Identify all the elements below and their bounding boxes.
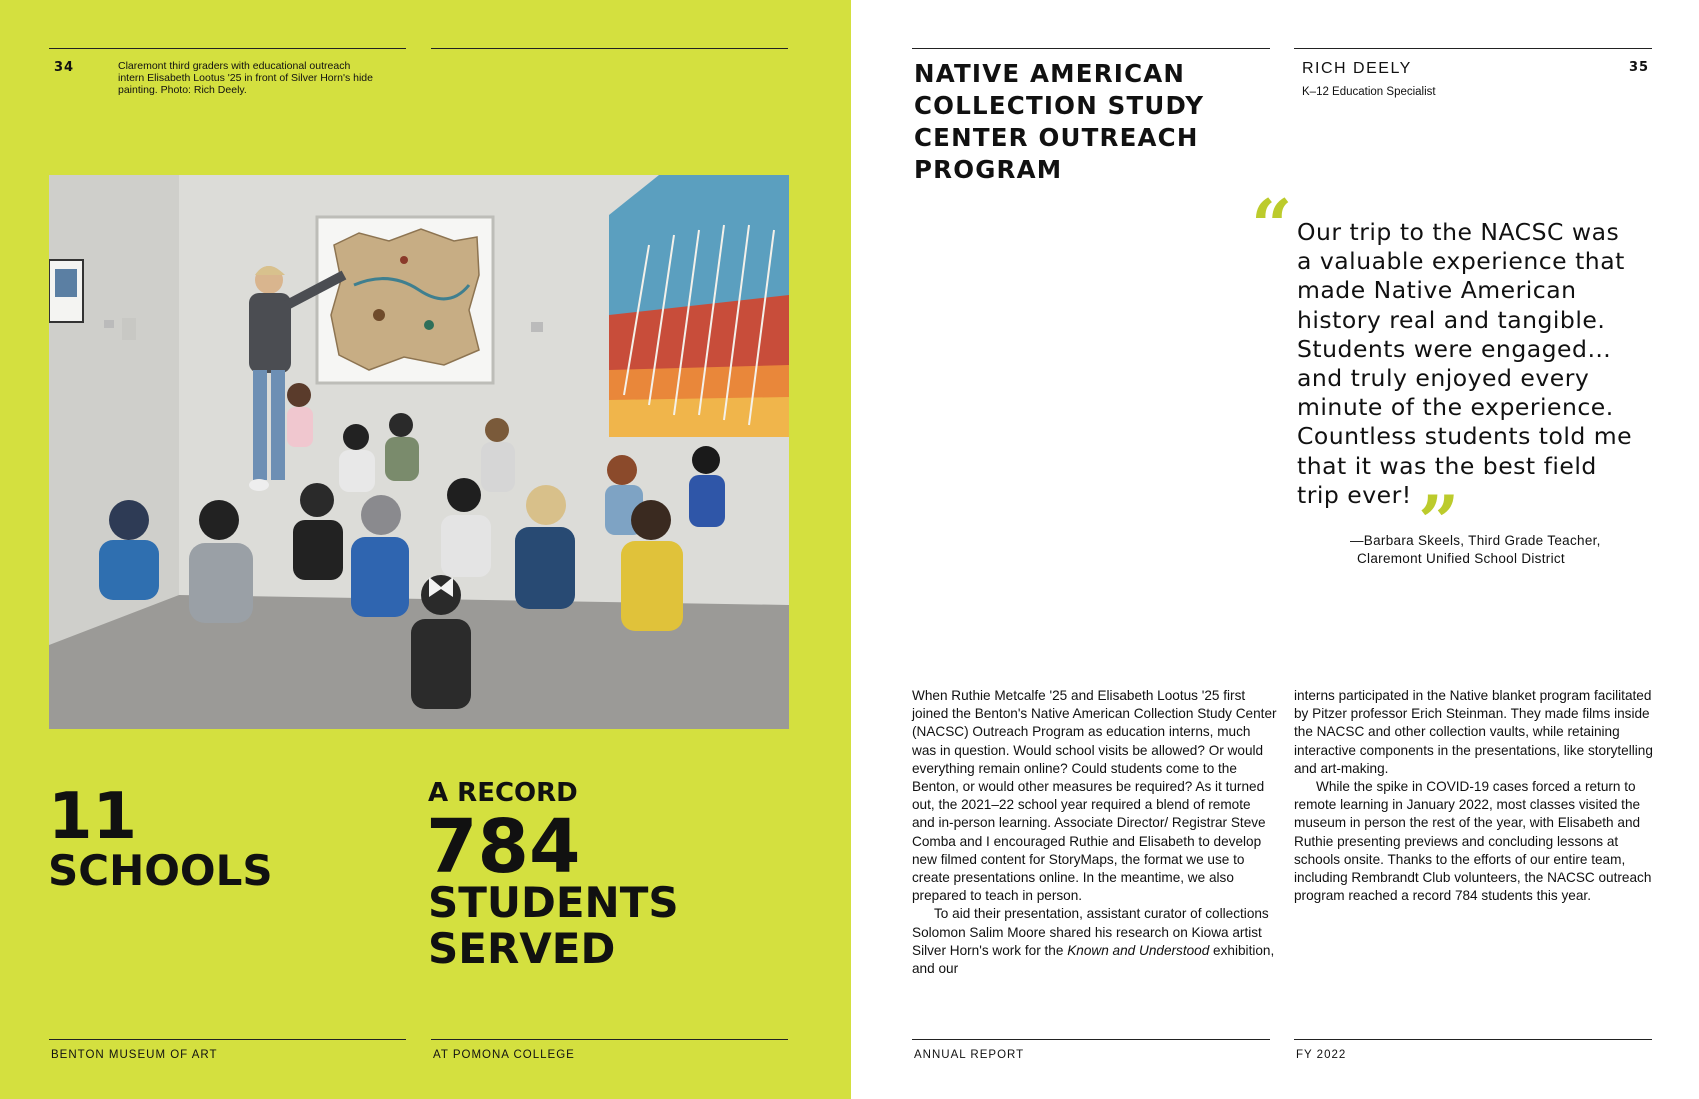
photo-caption: Claremont third graders with educational outreach intern Elisabeth Lootus '25 in front of Silver Horn's hide painting. Photo: Rich Deely. — [118, 60, 373, 96]
gallery-photo-illustration — [49, 175, 789, 729]
title-line: PROGRAM — [914, 155, 1063, 184]
gallery-photo — [49, 175, 789, 729]
title-line: CENTER OUTREACH — [914, 123, 1199, 152]
body-paragraph: While the spike in COVID-19 cases forced a return to remote learning in January 2022, most classes visited the museum in person the rest of the year, with Elisabeth and Ruthie presenting previews and concluding lessons at schools onsite. Thanks to the efforts of our entire team, including Rembrandt Club volunteers, the NACSC outreach program reached a record 784 students this year. — [1294, 779, 1652, 904]
section-title — [914, 58, 1244, 186]
quote-line: Countless students told me — [1297, 422, 1633, 451]
close-quote-mark: ” — [1418, 479, 1460, 564]
quote-line: made Native American — [1297, 276, 1577, 305]
schools-count: 11 — [48, 780, 138, 854]
top-rule-title — [912, 48, 1270, 49]
quote-line: Our trip to the NACSC was — [1297, 218, 1620, 246]
open-quote-mark: “ — [1251, 183, 1293, 268]
pull-quote — [1297, 218, 1677, 510]
title-line: NATIVE AMERICAN — [914, 59, 1186, 88]
footer-museum-name: BENTON MUSEUM OF ART — [51, 1049, 218, 1061]
quote-attribution — [1300, 532, 1680, 568]
bottom-rule-fy — [1294, 1039, 1652, 1040]
footer-college-name: AT POMONA COLLEGE — [433, 1049, 575, 1061]
body-paragraph: interns participated in the Native blanket program facilitated by Pitzer professor Erich Steinman. They made films inside the NACSC and other collection vaults, while retaining interactive components in the presentations, like storytelling and art-making. — [1294, 688, 1653, 776]
bottom-rule-right — [431, 1039, 788, 1040]
students-count: 784 — [426, 804, 581, 890]
footer-fiscal-year: FY 2022 — [1296, 1049, 1347, 1061]
title-line: COLLECTION STUDY — [914, 91, 1205, 120]
quote-line: minute of the experience. — [1297, 393, 1614, 422]
bottom-rule-annual — [912, 1039, 1270, 1040]
page-number-left: 34 — [54, 60, 75, 75]
footer-annual-report: ANNUAL REPORT — [914, 1049, 1025, 1061]
served-label: SERVED — [428, 924, 616, 973]
attribution-line: Claremont Unified School District — [1357, 551, 1565, 566]
body-text: To aid their presentation, assistant curator of collections Solomon Salim Moore shared his research on Kiowa artist Silver Horn's work for the — [912, 906, 1269, 958]
students-label: STUDENTS — [428, 878, 679, 927]
author-name: RICH DEELY — [1302, 60, 1412, 77]
top-rule-right — [431, 48, 788, 49]
body-text: exhibition, and our — [912, 942, 1275, 977]
body-paragraph — [912, 905, 1277, 978]
schools-label: SCHOOLS — [48, 846, 273, 895]
exhibition-title: Known and Understood — [1067, 942, 1210, 958]
body-paragraph: When Ruthie Metcalfe '25 and Elisabeth Lootus '25 first joined the Benton's Native American Collection Study Center (NACSC) Outreach Program as education interns, much was in question. Would school visits be allowed? Or would everything remain online? Could students come to the Benton, or would other measures be required? As it turned out, the 2021–22 school year required a blend of remote and in-person learning. Associate Director/ Registrar Steve Comba and I encouraged Ruthie and Elisabeth to develop new filmed content for StoryMaps, the format we use to create presentations online. In the meantime, we also prepared to teach in person. — [912, 688, 1277, 904]
quote-line: trip ever! — [1297, 480, 1412, 509]
quote-line: and truly enjoyed every — [1297, 364, 1590, 393]
page-number-right: 35 — [1629, 60, 1650, 75]
top-rule-left — [49, 48, 406, 49]
body-column-2 — [1294, 687, 1659, 905]
bottom-rule-left — [49, 1039, 406, 1040]
attribution-line: —Barbara Skeels, Third Grade Teacher, — [1350, 533, 1601, 548]
quote-line: a valuable experience that — [1297, 247, 1625, 276]
body-column-1 — [912, 687, 1277, 978]
author-role: K–12 Education Specialist — [1302, 86, 1436, 98]
record-label: A RECORD — [428, 778, 578, 808]
quote-line: Students were engaged… — [1297, 334, 1612, 363]
quote-line: that it was the best field — [1297, 451, 1597, 480]
top-rule-author — [1294, 48, 1652, 49]
quote-line: history real and tangible. — [1297, 305, 1606, 334]
